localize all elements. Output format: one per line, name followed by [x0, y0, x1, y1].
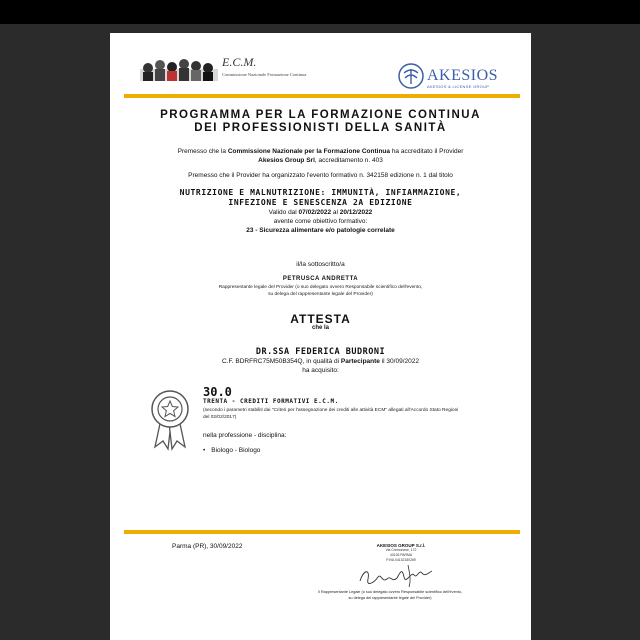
akesios-emblem-icon: [398, 63, 424, 89]
acquired-label: ha acquisito:: [302, 367, 339, 374]
medal-icon: [150, 389, 190, 451]
credits-number: 30.0: [203, 385, 232, 399]
profession-label: nella professione - disciplina:: [203, 432, 287, 439]
akesios-logo-name: AKESIOS: [427, 67, 499, 84]
credits-text: TRENTA - CREDITI FORMATIVI E.C.M.: [203, 398, 339, 405]
attesta-heading: ATTESTA: [290, 312, 351, 326]
top-bar: [0, 0, 640, 24]
course-validity: Valido dal 07/02/2022 al 20/12/2022: [268, 209, 373, 216]
participant-name: DR.SSA FEDERICA BUDRONI: [255, 347, 386, 357]
company-stamp: AKESIOS GROUP S.r.l. Via Cremonese, 172 43126 PARMA P.IVA 04132180269: [376, 543, 426, 562]
ecm-title: E.C.M.: [222, 55, 257, 69]
signatory-role: Rappresentante legale del Provider (o suo delegato ovvero Responsabile scientifico dell'evento, su delega del rappresentante legale del Provider): [218, 285, 423, 297]
signature-note: Il Rappresentante Legale (o suo delegato ovvero Responsabile scientifico dell'evento, su delega del rappresentante legale del Provider): [317, 590, 463, 600]
credits-note: (secondo i parametri stabiliti dai "Criteri per l'assegnazione dei crediti alle attività ECM" allegati all'Accordo Stato Regioni del 02/02/2017): [203, 408, 459, 420]
handwritten-signature: [356, 561, 436, 591]
top-divider: [124, 94, 520, 98]
participant-details: C.F. BDRFRC75M50B354Q, in qualità di Partecipante il 30/09/2022: [222, 358, 419, 365]
che-la-label: che la: [311, 325, 329, 331]
course-title: NUTRIZIONE E MALNUTRIZIONE: IMMUNITÀ, INFIAMMAZIONE, INFEZIONE E SENESCENZA 2A EDIZIONE: [179, 188, 462, 207]
course-objective: 23 - Sicurezza alimentare e/o patologie correlate: [246, 227, 395, 234]
signatory-name: PETRUSCA ANDRETTA: [282, 276, 359, 282]
premise-event: Premesso che il Provider ha organizzato l'evento formativo n. 342158 edizione n. 1 dal titolo: [188, 172, 453, 179]
bottom-divider: [124, 530, 520, 534]
ecm-people-logo: [140, 55, 218, 81]
signatory-intro: il/la sottoscritto/a: [296, 261, 345, 268]
document-title: PROGRAMMA PER LA FORMAZIONE CONTINUA DEI PROFESSIONISTI DELLA SANITÀ: [160, 109, 481, 134]
ecm-subtitle: Commissione Nazionale Formazione Continua: [222, 72, 307, 77]
certificate-page: [110, 33, 531, 640]
course-objective-label: avente come obiettivo formativo:: [273, 218, 368, 225]
place-date: Parma (PR), 30/09/2022: [172, 543, 243, 550]
discipline-item: • Biologo - Biologo: [203, 447, 260, 454]
akesios-logo-subtitle: AKESIOS & LICENSE GROUP: [427, 84, 490, 89]
premise-commission: Premesso che la Commissione Nazionale per la Formazione Continua ha accreditato il Provider Akesios Group Srl, accreditamento n. 403: [177, 148, 464, 164]
